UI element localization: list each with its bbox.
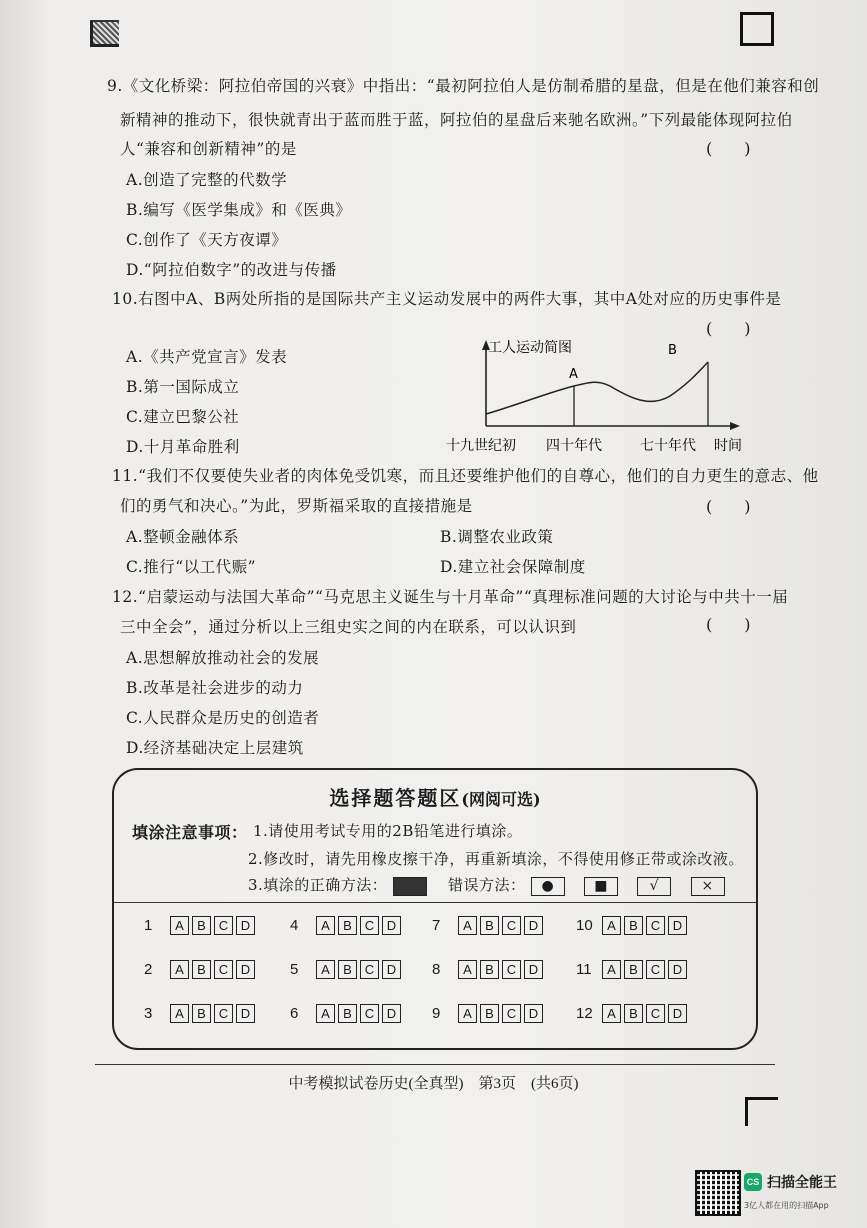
answer-bubble-a[interactable]: A bbox=[458, 916, 477, 935]
answer-bubble-d[interactable]: D bbox=[668, 960, 687, 979]
wrong-sample-square: ■ bbox=[584, 877, 618, 896]
wrong-sample-cross: × bbox=[691, 877, 725, 896]
answer-bubble-b[interactable]: B bbox=[338, 1004, 357, 1023]
q10-option-b: B.第一国际成立 bbox=[126, 378, 240, 396]
answer-bubble-a[interactable]: A bbox=[316, 916, 335, 935]
answer-area-divider bbox=[114, 902, 756, 903]
answer-bubble-b[interactable]: B bbox=[480, 1004, 499, 1023]
answer-number: 8 bbox=[432, 961, 441, 978]
wrong-sample-check: √ bbox=[637, 877, 671, 896]
answer-number: 2 bbox=[144, 961, 153, 978]
scanner-watermark bbox=[744, 1172, 837, 1192]
answer-bubble-b[interactable]: B bbox=[624, 960, 643, 979]
answer-bubble-c[interactable]: C bbox=[214, 1004, 233, 1023]
answer-bubble-c[interactable]: C bbox=[646, 916, 665, 935]
chart-x-tick-1: 四十年代 bbox=[546, 438, 602, 454]
note-3-correct bbox=[248, 874, 427, 896]
answer-bubble-c[interactable]: C bbox=[360, 916, 379, 935]
q9-answer-paren: ( ) bbox=[706, 139, 751, 158]
corner-mark-bottom-right bbox=[745, 1097, 778, 1126]
chart-x-label: 时间 bbox=[714, 438, 742, 454]
answer-bubble-a[interactable]: A bbox=[602, 1004, 621, 1023]
answer-bubble-a[interactable]: A bbox=[170, 916, 189, 935]
answer-bubble-b[interactable]: B bbox=[624, 916, 643, 935]
workers-movement-chart bbox=[440, 334, 760, 458]
answer-bubble-b[interactable]: B bbox=[480, 960, 499, 979]
answer-row bbox=[576, 916, 690, 935]
answer-bubble-d[interactable]: D bbox=[236, 1004, 255, 1023]
answer-bubble-b[interactable]: B bbox=[480, 916, 499, 935]
answer-number: 10 bbox=[576, 917, 593, 934]
answer-bubble-a[interactable]: A bbox=[602, 916, 621, 935]
answer-row bbox=[432, 916, 546, 935]
q9-line2: 新精神的推动下，很快就青出于蓝而胜于蓝，阿拉伯的星盘后来驰名欧洲。”下列最能体现阿拉伯 bbox=[120, 111, 793, 129]
corner-mark-top-left bbox=[90, 20, 119, 47]
q12-answer-paren: ( ) bbox=[706, 615, 751, 634]
answer-bubble-d[interactable]: D bbox=[524, 960, 543, 979]
q11-line2: 们的勇气和决心。”为此，罗斯福采取的直接措施是 bbox=[120, 497, 473, 515]
chart-x-tick-2: 七十年代 bbox=[640, 438, 696, 454]
q9-line3: 人“兼容和创新精神”的是 bbox=[120, 140, 297, 158]
answer-area-subtitle: (网阅可选) bbox=[461, 790, 541, 809]
answer-row bbox=[432, 960, 546, 979]
answer-bubble-b[interactable]: B bbox=[192, 916, 211, 935]
answer-row bbox=[576, 1004, 690, 1023]
correct-fill-sample bbox=[393, 877, 427, 896]
answer-bubble-a[interactable]: A bbox=[602, 960, 621, 979]
chart-point-label-a: A bbox=[569, 367, 578, 382]
page-footer: 中考模拟试卷历史(全真型) 第3页 (共6页) bbox=[288, 1076, 579, 1092]
answer-bubble-c[interactable]: C bbox=[646, 960, 665, 979]
q12-line2: 三中全会”，通过分析以上三组史实之间的内在联系，可以认识到 bbox=[120, 618, 577, 636]
answer-bubble-a[interactable]: A bbox=[316, 960, 335, 979]
q10-option-c: C.建立巴黎公社 bbox=[126, 408, 240, 426]
answer-number: 5 bbox=[290, 961, 299, 978]
answer-bubble-b[interactable]: B bbox=[624, 1004, 643, 1023]
answer-bubble-d[interactable]: D bbox=[236, 916, 255, 935]
chart-x-arrow bbox=[730, 422, 740, 430]
answer-bubble-d[interactable]: D bbox=[382, 916, 401, 935]
note-1: 1.请使用考试专用的2B铅笔进行填涂。 bbox=[253, 822, 523, 840]
answer-row bbox=[144, 916, 258, 935]
answer-number: 7 bbox=[432, 917, 441, 934]
answer-bubble-d[interactable]: D bbox=[382, 960, 401, 979]
q9-option-b: B.编写《医学集成》和《医典》 bbox=[126, 201, 352, 219]
answer-bubble-d[interactable]: D bbox=[382, 1004, 401, 1023]
answer-row bbox=[576, 960, 690, 979]
answer-row bbox=[144, 1004, 258, 1023]
answer-area-title-main: 选择题答题区 bbox=[329, 786, 462, 810]
answer-bubble-b[interactable]: B bbox=[338, 916, 357, 935]
answer-bubble-a[interactable]: A bbox=[170, 960, 189, 979]
q12-option-c: C.人民群众是历史的创造者 bbox=[126, 709, 320, 727]
answer-area bbox=[112, 768, 758, 1050]
q10-line1: 10.右图中A、B两处所指的是国际共产主义运动发展中的两件大事，其中A处对应的历史事件是 bbox=[112, 290, 782, 308]
answer-bubble-a[interactable]: A bbox=[170, 1004, 189, 1023]
answer-bubble-a[interactable]: A bbox=[316, 1004, 335, 1023]
answer-number: 1 bbox=[144, 917, 153, 934]
q12-option-a: A.思想解放推动社会的发展 bbox=[126, 649, 320, 667]
note-2: 2.修改时，请先用橡皮擦干净，再重新填涂，不得使用修正带或涂改液。 bbox=[248, 850, 744, 868]
note-3-wrong bbox=[448, 874, 725, 896]
scanner-app-name: 扫描全能王 bbox=[767, 1175, 837, 1191]
q11-option-c: C.推行“以工代赈” bbox=[126, 558, 257, 576]
q9-line1: 9.《文化桥梁：阿拉伯帝国的兴衰》中指出：“最初阿拉伯人是仿制希腊的星盘，但是在他们兼容和创 bbox=[107, 77, 820, 95]
q11-option-d: D.建立社会保障制度 bbox=[440, 558, 586, 576]
answer-bubble-c[interactable]: C bbox=[502, 960, 521, 979]
answer-bubble-c[interactable]: C bbox=[214, 960, 233, 979]
answer-bubble-a[interactable]: A bbox=[458, 1004, 477, 1023]
answer-number: 4 bbox=[290, 917, 299, 934]
answer-number: 3 bbox=[144, 1005, 153, 1022]
note-3-correct-label: 3.填涂的正确方法： bbox=[248, 876, 388, 894]
q9-option-d: D.“阿拉伯数字”的改进与传播 bbox=[126, 261, 337, 279]
notes-label: 填涂注意事项： bbox=[132, 823, 248, 842]
note-3-wrong-label: 错误方法： bbox=[448, 876, 526, 894]
answer-row bbox=[290, 916, 404, 935]
answer-row bbox=[290, 1004, 404, 1023]
q11-line1: 11.“我们不仅要使失业者的肉体免受饥寒，而且还要维护他们的自尊心，他们的自力更生的意志、他 bbox=[112, 467, 819, 485]
answer-number: 12 bbox=[576, 1005, 593, 1022]
q9-option-a: A.创造了完整的代数学 bbox=[126, 171, 288, 189]
answer-bubble-d[interactable]: D bbox=[524, 1004, 543, 1023]
chart-x-tick-0: 十九世纪初 bbox=[446, 438, 516, 454]
answer-number: 9 bbox=[432, 1005, 441, 1022]
answer-bubble-c[interactable]: C bbox=[502, 916, 521, 935]
chart-point-label-b: B bbox=[668, 343, 677, 358]
q10-answer-paren: ( ) bbox=[706, 319, 751, 338]
q10-option-a: A.《共产党宣言》发表 bbox=[126, 348, 288, 366]
q11-option-a: A.整顿金融体系 bbox=[126, 528, 240, 546]
answer-bubble-a[interactable]: A bbox=[458, 960, 477, 979]
answer-bubble-b[interactable]: B bbox=[338, 960, 357, 979]
chart-title: 工人运动简图 bbox=[488, 340, 572, 356]
q11-option-b: B.调整农业政策 bbox=[440, 528, 554, 546]
answer-bubble-c[interactable]: C bbox=[502, 1004, 521, 1023]
answer-row bbox=[290, 960, 404, 979]
corner-mark-top-right bbox=[740, 12, 774, 46]
qr-code-icon bbox=[695, 1170, 741, 1216]
scanner-app-slogan: 3亿人都在用的扫描App bbox=[744, 1201, 829, 1210]
q11-answer-paren: ( ) bbox=[706, 497, 751, 516]
q12-option-b: B.改革是社会进步的动力 bbox=[126, 679, 304, 697]
answer-bubble-c[interactable]: C bbox=[360, 960, 379, 979]
answer-bubble-b[interactable]: B bbox=[192, 960, 211, 979]
answer-bubble-c[interactable]: C bbox=[360, 1004, 379, 1023]
answer-bubble-c[interactable]: C bbox=[646, 1004, 665, 1023]
answer-bubble-d[interactable]: D bbox=[668, 916, 687, 935]
answer-row bbox=[144, 960, 258, 979]
q10-option-d: D.十月革命胜利 bbox=[126, 438, 240, 456]
q12-option-d: D.经济基础决定上层建筑 bbox=[126, 739, 304, 757]
q12-line1: 12.“启蒙运动与法国大革命”“马克思主义诞生与十月革命”“真理标准问题的大讨论与中共十一届 bbox=[112, 588, 789, 606]
answer-bubble-b[interactable]: B bbox=[192, 1004, 211, 1023]
answer-bubble-d[interactable]: D bbox=[524, 916, 543, 935]
chart-series-line bbox=[486, 362, 708, 414]
answer-number: 6 bbox=[290, 1005, 299, 1022]
answer-row bbox=[432, 1004, 546, 1023]
answer-area-title bbox=[114, 782, 756, 811]
footer-divider bbox=[95, 1064, 775, 1065]
wrong-sample-circle: ● bbox=[531, 877, 565, 896]
q9-option-c: C.创作了《天方夜谭》 bbox=[126, 231, 288, 249]
answer-bubble-d[interactable]: D bbox=[668, 1004, 687, 1023]
answer-number: 11 bbox=[576, 961, 592, 978]
answer-bubble-c[interactable]: C bbox=[214, 916, 233, 935]
answer-bubble-d[interactable]: D bbox=[236, 960, 255, 979]
camscanner-logo-icon: CS bbox=[744, 1173, 762, 1191]
